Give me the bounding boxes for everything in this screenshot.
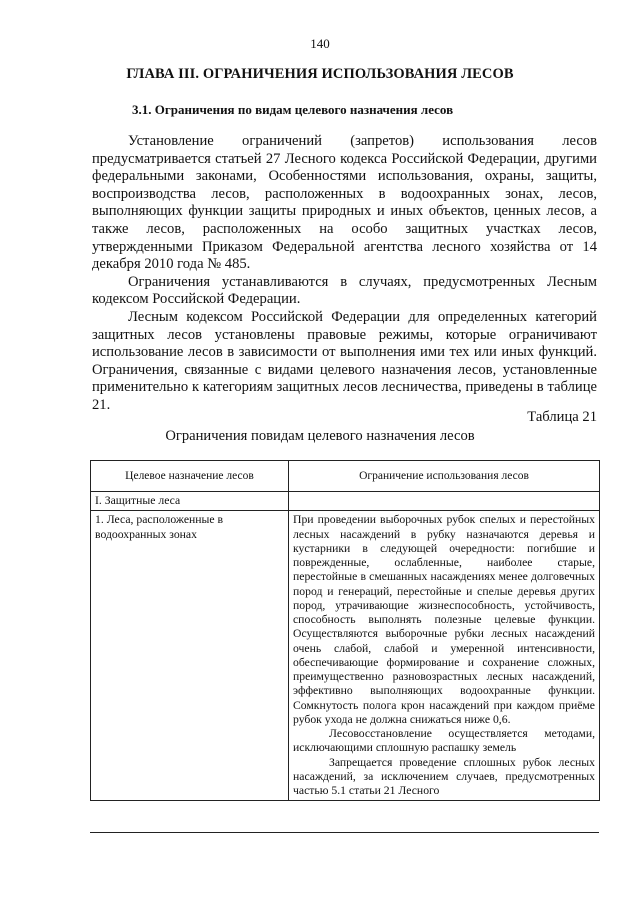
group-label: I. Защитные леса [91,492,289,511]
limit-text-3: Запрещается проведение сплошных рубок лесных насаждений, за исключением случаев, предусмотренных частью 5.1 статьи 21 Лесного [293,755,595,797]
table-header-row [91,461,600,492]
group-empty-cell [289,492,600,511]
table-group-row [91,492,600,511]
paragraph-1: Установление ограничений (запретов) использования лесов предусматривается статьей 27 Лесного кодекса Российской Федерации, другими федеральными законами, Особенностями использования, охраны, защиты, воспроизводства лесов, расположенных в водоохранных зонах, лесов, выполняющих функции защиты природных и иных объектов, ценных лесов, а также лесов, расположенных на особо защитных участках лесов, утвержденными Приказом Федеральной агентства лесного хозяйства от 14 декабря 2010 года № 485. [92,133,597,273]
row-purpose: 1. Леса, расположенные в водоохранных зонах [91,511,289,801]
paragraph-3: Лесным кодексом Российской Федерации для определенных категорий защитных лесов установлены правовые режимы, которые ограничивают использование лесов в зависимости от выполнения ими тех или иных функций. Ограничения, связанные с видами целевого назначения лесов, установленные применительно к категориям защитных лесов лесничества, приведены в таблице 21. [92,308,597,413]
header-purpose: Целевое назначение лесов [91,461,289,492]
row-limits [289,511,600,801]
header-limits: Ограничение использования лесов [289,461,600,492]
table-title: Ограничения повидам целевого назначения лесов [165,428,475,444]
chapter-title: ГЛАВА III. ОГРАНИЧЕНИЯ ИСПОЛЬЗОВАНИЯ ЛЕСОВ [126,66,514,82]
page-number: 140 [310,36,330,51]
limits-table [90,460,600,801]
paragraph-2: Ограничения устанавливаются в случаях, предусмотренных Лесным кодексом Российской Федерации. [92,273,597,308]
table-bottom-border [90,832,599,833]
table-label: Таблица 21 [527,409,597,425]
section-title: 3.1. Ограничения по видам целевого назначения лесов [132,102,454,117]
limit-text-2: Лесовосстановление осуществляется методами, исключающими сплошную распашку земель [293,727,595,755]
table-row [91,511,600,801]
body-text [92,133,597,415]
limit-text-1: При проведении выборочных рубок спелых и перестойных лесных насаждений в рубку назначаются деревья и кустарники в следующей очередности: погибшие и поврежденные, ослабленные, наиболее старые, перестойные в смешанных насаждениях менее долговечных пород и генераций, перестойные и спелые деревья других пород, утрачивающие жизнеспособность, устойчивость, способность выполнять полезные целевые функции. Осуществляются выборочные рубки лесных насаждений очень слабой, слабой и умеренной интенсивности, обеспечивающие формирование и сохранение сложных, преимущественно разновозрастных лесных насаждений, эффективно выполняющих водоохранные функции. Сомкнутость полога крон насаждений при каждом приёме рубок ухода не должна снижаться ниже 0,6. [293,513,595,726]
